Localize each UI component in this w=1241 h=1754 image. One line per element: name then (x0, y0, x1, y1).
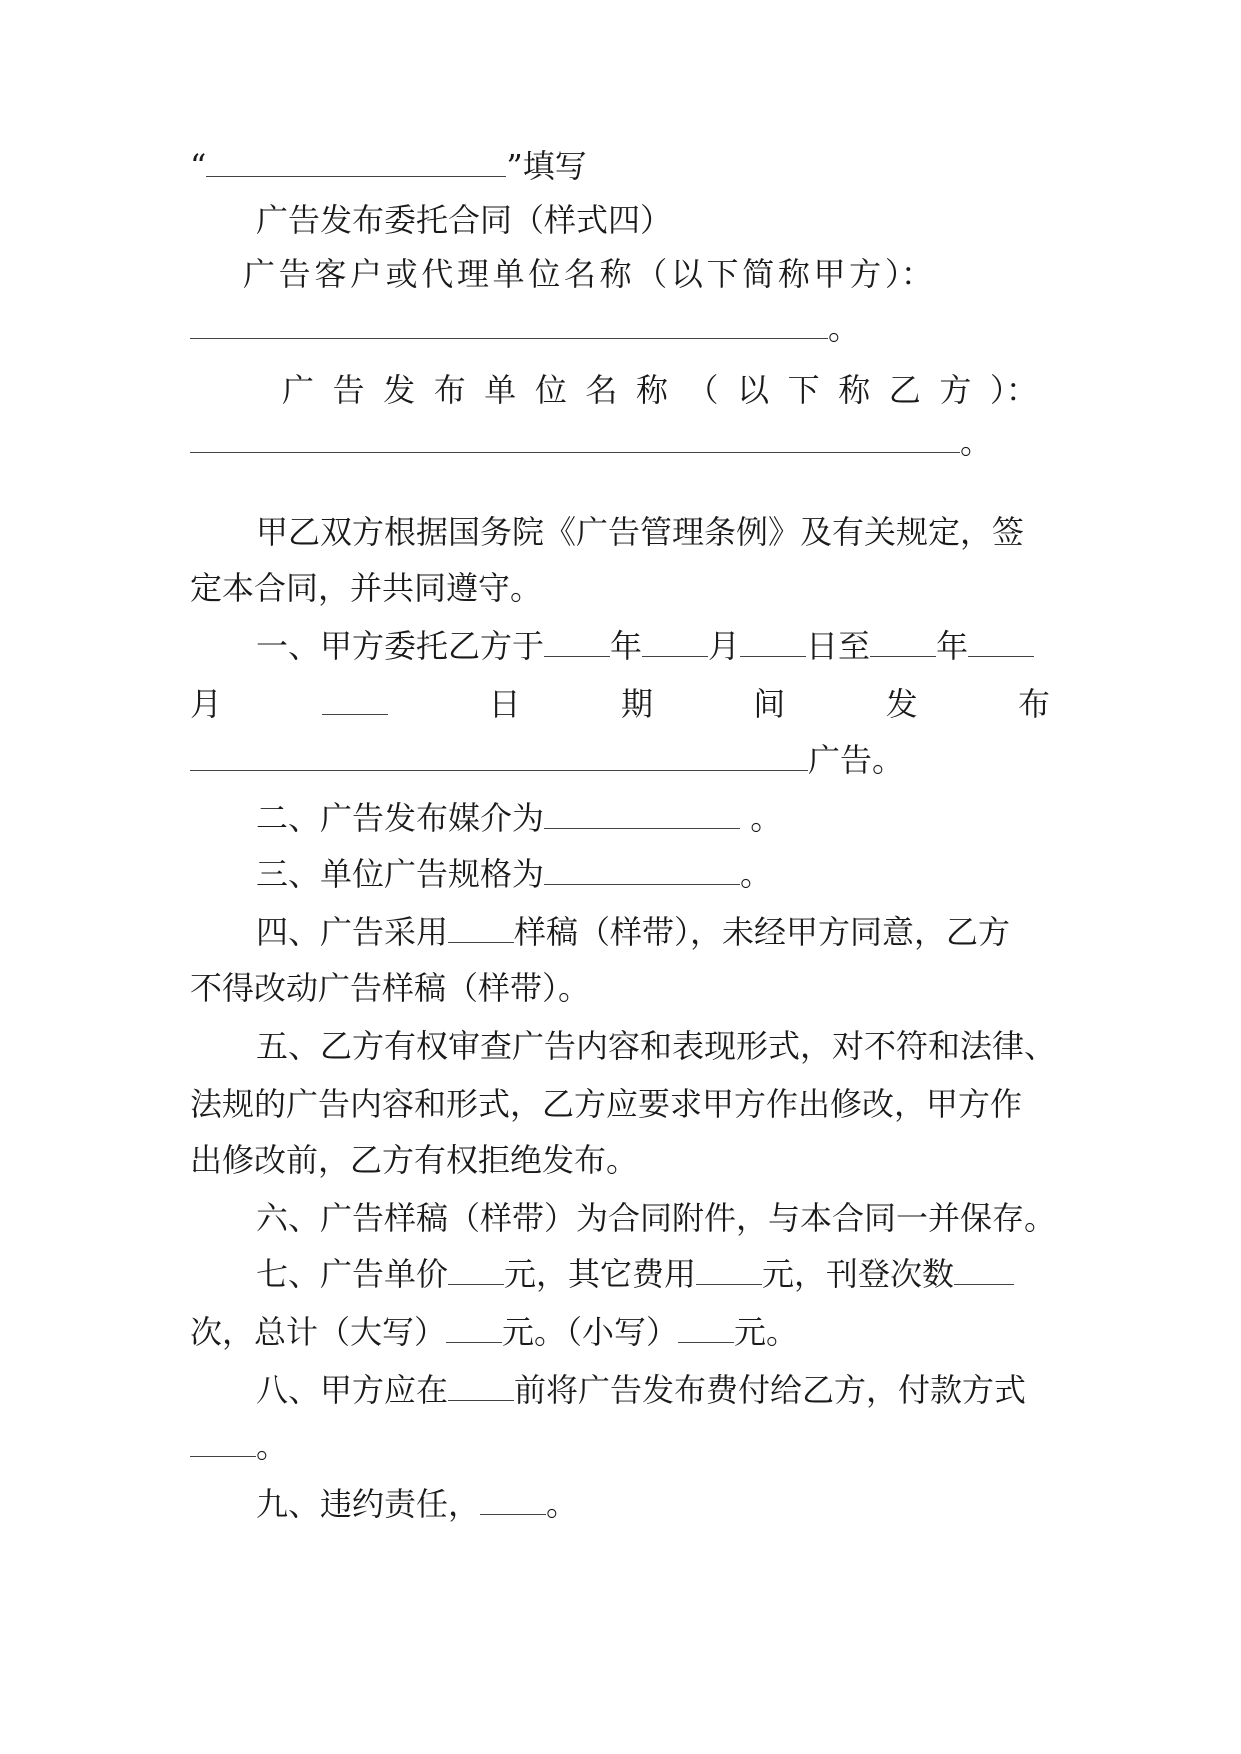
char: 广 (282, 371, 315, 409)
char: 代 (421, 255, 454, 293)
clause-4-line-2: 不得改动广告样稿（样带）。 (190, 969, 591, 1007)
clause-7-text-2: 元，其它费用 (504, 1255, 697, 1293)
month-label: 月 (190, 685, 223, 723)
char: 广 (243, 255, 276, 293)
fill-instruction-line (190, 146, 1050, 186)
payment-method-field (190, 1426, 256, 1457)
clause-7-text-5: 元。（小写） (502, 1313, 679, 1351)
period: 。 (546, 1485, 579, 1523)
clause-4-text-2: 样稿（样带），未经甲方同意，乙方 (514, 913, 1011, 951)
clause-3 (256, 854, 1050, 894)
party-b-label (282, 370, 1038, 410)
char: 告 (332, 371, 365, 409)
char: 名 (585, 371, 618, 409)
clause-5-line-2: 法规的广告内容和形式，乙方应要求甲方作出修改，甲方作 (190, 1085, 1023, 1123)
char: （ (635, 255, 668, 293)
times-field (954, 1254, 1014, 1285)
total-uppercase-field (446, 1312, 502, 1343)
char: 下 (787, 371, 820, 409)
year-label: 年 (936, 627, 969, 665)
intro-line-2: 定本合同，并共同遵守。 (190, 569, 543, 607)
clause-7-line-2 (190, 1312, 1050, 1352)
start-year-field (544, 626, 610, 657)
clause-8-text-2: 前将广告发布费付给乙方，付款方式 (514, 1371, 1027, 1409)
clause-1-line-1 (256, 626, 1050, 666)
clause-7-line-1 (256, 1254, 1050, 1294)
char: （ (686, 371, 719, 409)
char: 布 (433, 371, 466, 409)
day-to-label: 日至 (806, 627, 871, 665)
period: 。 (740, 855, 773, 893)
char: ）： (884, 255, 933, 293)
other-fee-field (696, 1254, 762, 1285)
total-lowercase-field (678, 1312, 734, 1343)
year-label: 年 (610, 627, 643, 665)
clause-5-line-1: 五、乙方有权审查广告内容和表现形式，对不符和法律、 (256, 1027, 1057, 1065)
clause-7-text-4: 次，总计（大写） (190, 1313, 447, 1351)
char: 单 (484, 371, 517, 409)
start-day-field (740, 626, 806, 657)
sample-field (448, 912, 514, 943)
char: 称 (635, 371, 668, 409)
document-title: 广告发布委托合同（样式四） (256, 201, 673, 239)
clause-7-text-6: 元。 (734, 1313, 799, 1351)
clause-1-line-3 (190, 740, 1050, 780)
start-month-field (642, 626, 708, 657)
pay-date-field (448, 1370, 514, 1401)
blank-field (206, 146, 506, 177)
char: 甲 (813, 255, 846, 293)
char: 间 (753, 685, 786, 723)
clause-9-text: 九、违约责任， (256, 1485, 481, 1523)
char: 发 (383, 371, 416, 409)
period: 。 (256, 1427, 289, 1465)
char: 发 (885, 685, 918, 723)
fill-instruction-text: ”填写 (506, 147, 587, 185)
char: 或 (385, 255, 418, 293)
char: 理 (456, 255, 489, 293)
clause-1-text: 一、甲方委托乙方于 (256, 627, 545, 665)
clause-7-text: 七、广告单价 (256, 1255, 449, 1293)
clause-8-line-1 (256, 1370, 1050, 1410)
char: 位 (528, 255, 561, 293)
clause-5-line-3: 出修改前，乙方有权拒绝发布。 (190, 1141, 639, 1179)
char: 客 (314, 255, 347, 293)
end-month-field (968, 626, 1034, 657)
period: 。 (828, 309, 861, 347)
intro-line-1: 甲乙双方根据国务院《广告管理条例》及有关规定，签 (256, 513, 1025, 551)
end-day-field (322, 684, 388, 715)
party-a-blank-line (190, 308, 1050, 348)
clause-8-text: 八、甲方应在 (256, 1371, 449, 1409)
char: 名 (563, 255, 596, 293)
month-label: 月 (708, 627, 741, 665)
party-b-blank-line (190, 422, 1050, 462)
spec-field (544, 854, 740, 885)
char: 单 (492, 255, 525, 293)
clause-2-text: 二、广告发布媒介为 (256, 799, 545, 837)
char: 乙 (888, 371, 921, 409)
liability-field (480, 1484, 546, 1515)
open-quote: “ (190, 147, 207, 185)
char: 布 (1017, 685, 1050, 723)
char: 称 (777, 255, 810, 293)
clause-8-line-2 (190, 1426, 1050, 1466)
char: 称 (838, 371, 871, 409)
char: 户 (349, 255, 382, 293)
unit-price-field (448, 1254, 504, 1285)
char: 以 (670, 255, 703, 293)
clause-4-line-1 (256, 912, 1050, 952)
char: 日 (488, 685, 521, 723)
char: 方 (849, 255, 882, 293)
clause-1-end: 广告。 (808, 741, 905, 779)
party-b-name-field (190, 422, 960, 453)
char: 简 (742, 255, 775, 293)
char: 期 (620, 685, 653, 723)
char: 称 (599, 255, 632, 293)
clause-9 (256, 1484, 1050, 1524)
period: 。 (960, 423, 993, 461)
clause-4-text: 四、广告采用 (256, 913, 449, 951)
clause-3-text: 三、单位广告规格为 (256, 855, 545, 893)
period: 。 (740, 799, 783, 837)
media-field (544, 798, 740, 829)
char: 位 (534, 371, 567, 409)
end-year-field (870, 626, 936, 657)
clause-7-text-3: 元，刊登次数 (762, 1255, 955, 1293)
party-a-name-field (190, 308, 828, 339)
char: 告 (278, 255, 311, 293)
ad-content-field (190, 740, 808, 771)
char: 以 (737, 371, 770, 409)
party-a-label (243, 254, 933, 294)
char: 方 (939, 371, 972, 409)
char: 下 (706, 255, 739, 293)
clause-2 (256, 798, 1050, 838)
clause-1-line-2 (190, 684, 1050, 724)
char: ）： (989, 371, 1038, 409)
clause-6: 六、广告样稿（样带）为合同附件，与本合同一并保存。 (256, 1199, 1057, 1237)
